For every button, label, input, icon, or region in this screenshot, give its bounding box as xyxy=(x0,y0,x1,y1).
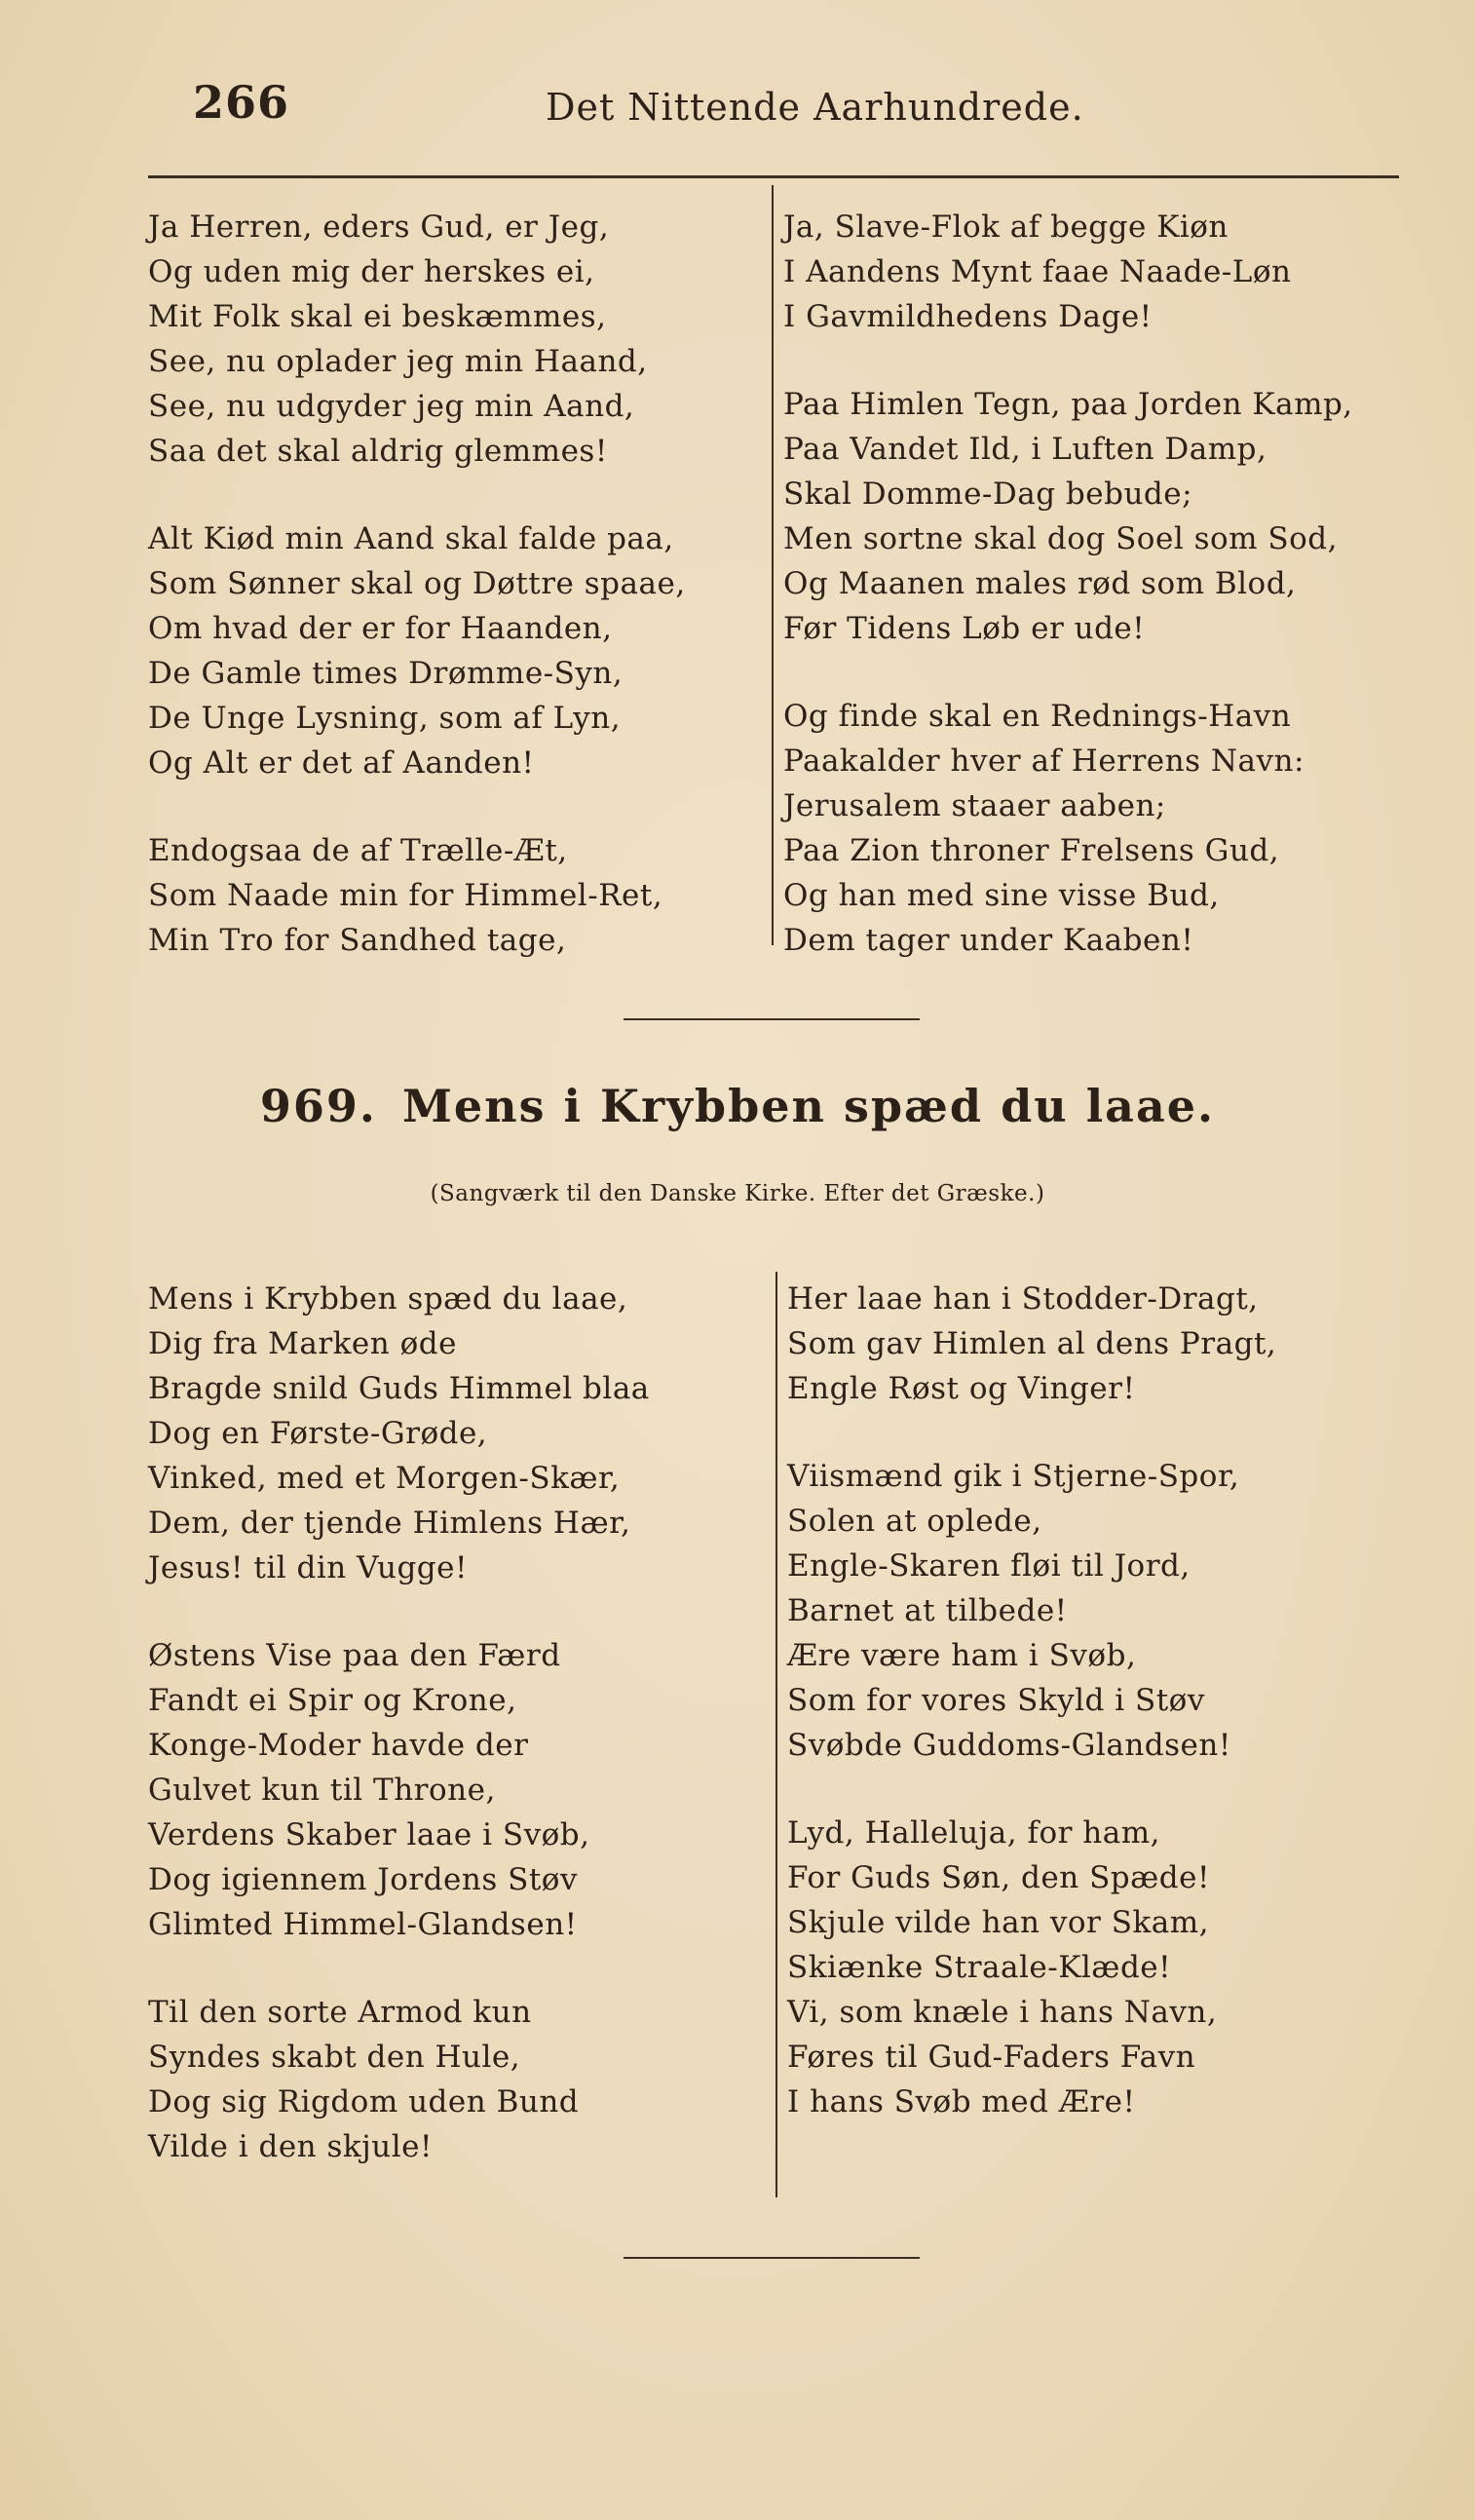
running-head: Det Nittende Aarhundrede. xyxy=(546,86,1084,129)
verse-line: Jerusalem staaer aaben; xyxy=(783,788,1166,823)
verse-line: See, nu udgyder jeg min Aand, xyxy=(148,389,635,424)
hymn-right-column xyxy=(787,1277,1276,2124)
verse-line: Mens i Krybben spæd du laae, xyxy=(148,1281,628,1317)
verse-line: Her laae han i Stodder-Dragt, xyxy=(787,1281,1259,1317)
verse-line: Paa Himlen Tegn, paa Jorden Kamp, xyxy=(783,387,1353,422)
verse-line: Men sortne skal dog Soel som Sod, xyxy=(783,521,1339,556)
stanza xyxy=(787,1454,1276,1768)
stanza xyxy=(148,205,686,474)
top-left-column xyxy=(148,205,686,963)
verse-line: Alt Kiød min Aand skal falde paa, xyxy=(148,521,674,556)
verse-line: Og finde skal en Rednings-Havn xyxy=(783,699,1292,734)
verse-line: Dog en Første-Grøde, xyxy=(148,1416,488,1451)
hymn-number: 969. xyxy=(259,1080,377,1132)
verse-line: Viismænd gik i Stjerne-Spor, xyxy=(787,1459,1240,1494)
stanza xyxy=(148,1990,650,2169)
section-separator-rule xyxy=(624,1018,920,1020)
verse-line: Verdens Skaber laae i Svøb, xyxy=(148,1817,590,1852)
verse-line: Fandt ei Spir og Krone, xyxy=(148,1683,517,1718)
verse-line: Dig fra Marken øde xyxy=(148,1326,457,1361)
verse-line: Engle-Skaren fløi til Jord, xyxy=(787,1548,1191,1584)
verse-line: Som gav Himlen al dens Pragt, xyxy=(787,1326,1277,1361)
verse-line: Skjule vilde han vor Skam, xyxy=(787,1905,1209,1940)
verse-line: Dog sig Rigdom uden Bund xyxy=(148,2084,580,2119)
verse-line: Ære være ham i Svøb, xyxy=(787,1638,1137,1673)
verse-line: Som Sønner skal og Døttre spaae, xyxy=(148,566,686,601)
verse-line: Lyd, Halleluja, for ham, xyxy=(787,1815,1160,1851)
stanza xyxy=(787,1811,1276,2124)
stanza xyxy=(787,1277,1276,1411)
verse-line: Paa Zion throner Frelsens Gud, xyxy=(783,833,1280,868)
verse-line: I Aandens Mynt faae Naade-Løn xyxy=(783,254,1292,289)
verse-line: De Unge Lysning, som af Lyn, xyxy=(148,701,622,736)
verse-line: De Gamle times Drømme-Syn, xyxy=(148,656,624,691)
verse-line: Til den sorte Armod kun xyxy=(148,1995,532,2030)
verse-line: Vilde i den skjule! xyxy=(148,2129,433,2164)
stanza xyxy=(148,516,686,785)
verse-line: See, nu oplader jeg min Haand, xyxy=(148,344,648,379)
header-rule xyxy=(148,175,1399,178)
verse-line: Dem, der tjende Himlens Hær, xyxy=(148,1506,631,1541)
verse-line: Som Naade min for Himmel-Ret, xyxy=(148,878,663,913)
verse-line: Konge-Moder havde der xyxy=(148,1728,529,1763)
verse-line: Dem tager under Kaaben! xyxy=(783,923,1194,958)
verse-line: Vinked, med et Morgen-Skær, xyxy=(148,1461,621,1496)
verse-line: Endogsaa de af Trælle-Æt, xyxy=(148,833,568,868)
verse-line: Jesus! til din Vugge! xyxy=(148,1550,468,1585)
hymn-source: (Sangværk til den Danske Kirke. Efter det Græske.) xyxy=(430,1181,1045,1206)
verse-line: Paa Vandet Ild, i Luften Damp, xyxy=(783,432,1267,467)
verse-line: Engle Røst og Vinger! xyxy=(787,1371,1136,1406)
verse-line: Og Maanen males rød som Blod, xyxy=(783,566,1297,601)
stanza xyxy=(148,1633,650,1947)
stanza xyxy=(783,205,1353,339)
verse-line: Glimted Himmel-Glandsen! xyxy=(148,1907,578,1942)
stanza xyxy=(148,828,686,963)
verse-line: Føres til Gud-Faders Favn xyxy=(787,2040,1196,2075)
verse-line: Som for vores Skyld i Støv xyxy=(787,1683,1205,1718)
verse-line: Gulvet kun til Throne, xyxy=(148,1773,496,1808)
verse-line: Paakalder hver af Herrens Navn: xyxy=(783,744,1305,779)
verse-line: Ja, Slave-Flok af begge Kiøn xyxy=(783,210,1229,245)
verse-line: Svøbde Guddoms-Glandsen! xyxy=(787,1728,1231,1763)
verse-line: Syndes skabt den Hule, xyxy=(148,2040,521,2075)
hymn-left-column xyxy=(148,1277,650,2169)
verse-line: Skal Domme-Dag bebude; xyxy=(783,477,1193,512)
verse-line: Ja Herren, eders Gud, er Jeg, xyxy=(148,210,610,245)
verse-line: Skiænke Straale-Klæde! xyxy=(787,1950,1172,1985)
end-rule xyxy=(624,2257,920,2259)
verse-line: Dog igiennem Jordens Støv xyxy=(148,1862,578,1897)
verse-line: For Guds Søn, den Spæde! xyxy=(787,1860,1210,1895)
verse-line: Og Alt er det af Aanden! xyxy=(148,745,535,781)
verse-line: Saa det skal aldrig glemmes! xyxy=(148,434,608,469)
stanza xyxy=(783,694,1353,963)
verse-line: Østens Vise paa den Færd xyxy=(148,1638,561,1673)
verse-line: Vi, som knæle i hans Navn, xyxy=(787,1995,1218,2030)
hymn-heading xyxy=(0,1080,1475,1132)
top-right-column xyxy=(783,205,1353,963)
verse-line: I hans Svøb med Ære! xyxy=(787,2084,1136,2119)
verse-line: Barnet at tilbede! xyxy=(787,1593,1068,1628)
verse-line: Og uden mig der herskes ei, xyxy=(148,254,595,289)
verse-line: Mit Folk skal ei beskæmmes, xyxy=(148,299,607,334)
verse-line: Solen at oplede, xyxy=(787,1504,1042,1539)
stanza xyxy=(148,1277,650,1590)
verse-line: Og han med sine visse Bud, xyxy=(783,878,1220,913)
stanza xyxy=(783,382,1353,651)
page-number: 266 xyxy=(193,76,290,129)
verse-line: Før Tidens Løb er ude! xyxy=(783,611,1146,646)
verse-line: Min Tro for Sandhed tage, xyxy=(148,923,567,958)
hymn-title: Mens i Krybben spæd du laae. xyxy=(401,1080,1216,1132)
verse-line: I Gavmildhedens Dage! xyxy=(783,299,1153,334)
verse-line: Bragde snild Guds Himmel blaa xyxy=(148,1371,650,1406)
top-column-divider xyxy=(772,185,774,945)
hymn-column-divider xyxy=(775,1272,777,2197)
verse-line: Om hvad der er for Haanden, xyxy=(148,611,613,646)
